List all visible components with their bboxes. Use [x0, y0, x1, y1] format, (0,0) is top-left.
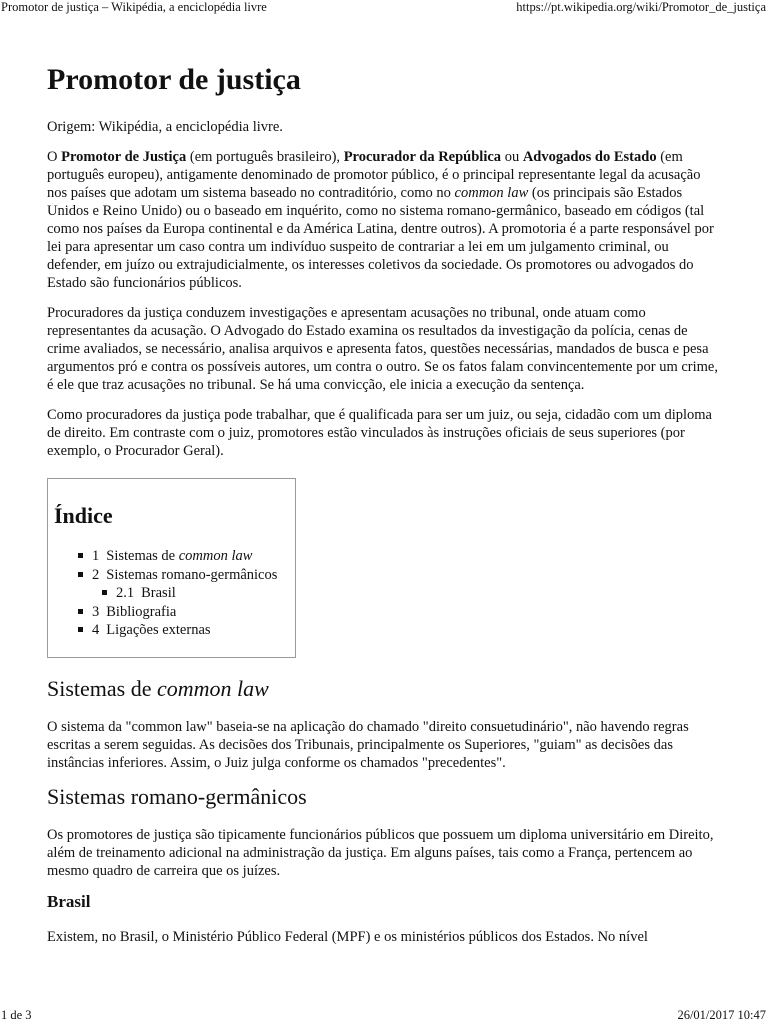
toc-title: Índice: [54, 503, 113, 528]
origin-line: Origem: Wikipédia, a enciclopédia livre.: [47, 119, 283, 135]
term-advogados-do-estado: Advogados do Estado: [522, 149, 657, 165]
print-header: [0, 0, 768, 16]
toc-item-4[interactable]: 4 Ligações externas: [78, 621, 277, 640]
toc-list: [78, 547, 277, 640]
print-footer: [0, 1008, 768, 1024]
bullet-icon: [78, 553, 83, 558]
bullet-icon: [78, 572, 83, 577]
paragraph-2: Procuradores da justiça conduzem investigações e apresentam acusações no tribunal, onde atuam como representantes da acusação. O Advogado do Estado examina os resultados da investigação da polícia, cenas de crime avaliados, se necessário, analisa arquivos e apresenta fatos, questões necessárias, mandados de busca e pesa argumentos pró e contra os possíveis autores, um contra o outro. Se os fatos falam convincentemente por um crime, é ele que traz acusações no tribunal. Se há uma convicção, ele inicia a execução da sentença.: [47, 305, 718, 393]
toc-item-3[interactable]: 3 Bibliografia: [78, 603, 277, 622]
term-procurador-da-republica: Procurador da República: [343, 149, 502, 165]
print-datetime: 26/01/2017 10:47: [677, 1008, 766, 1022]
toc-item-2[interactable]: 2 Sistemas romano-germânicos: [78, 566, 277, 585]
print-header-title: Promotor de justiça – Wikipédia, a enciclopédia livre: [1, 0, 267, 14]
common-law-paragraph: O sistema da "common law" baseia-se na aplicação do chamado "direito consuetudinário", não havendo regras escritas a serem seguidas. As decisões dos Tribunais, principalmente os Superiores, "guiam" as decisões das instâncias inferiores. Assim, o Juiz julga conforme os chamados "precedentes".: [47, 719, 689, 771]
page-number: 1 de 3: [1, 1008, 32, 1022]
section-heading-common-law: Sistemas de common law: [47, 676, 269, 701]
bullet-icon: [102, 590, 107, 595]
section-heading-brasil: Brasil: [47, 892, 91, 911]
paragraph-3: Como procuradores da justiça pode trabalhar, que é qualificada para ser um juiz, ou seja, cidadão com um diploma de direito. Em contraste com o juiz, promotores estão vinculados às instruções oficiais de seus superiores (por exemplo, o Procurador Geral).: [47, 407, 712, 459]
romano-paragraph: Os promotores de justiça são tipicamente funcionários públicos que possuem um diploma universitário em Direito, além de treinamento adicional na administração da justiça. Em alguns países, tais como a França, pertencem ao mesmo quadro de carreira que os juízes.: [47, 827, 714, 879]
term-promotor-de-justica: Promotor de Justiça: [61, 149, 187, 165]
table-of-contents: [47, 478, 296, 658]
brasil-paragraph: Existem, no Brasil, o Ministério Público Federal (MPF) e os ministérios públicos dos Estados. No nível: [47, 929, 648, 945]
bullet-icon: [78, 627, 83, 632]
bullet-icon: [78, 609, 83, 614]
common-law-link[interactable]: common law: [454, 185, 529, 201]
toc-item-1[interactable]: 1 Sistemas de common law: [78, 547, 277, 566]
toc-item-2-1[interactable]: 2.1 Brasil: [78, 584, 277, 603]
section-heading-romano-germanicos: Sistemas romano-germânicos: [47, 784, 307, 809]
print-header-url: https://pt.wikipedia.org/wiki/Promotor_de_justiça: [516, 0, 766, 14]
article-content: [47, 62, 719, 958]
intro-paragraph: O Promotor de Justiça (em português brasileiro), Procurador da República ou Advogados do Estado (em português europeu), antigamente denominado de promotor público, é o principal representante legal da acusação nos países que adotam um sistema baseado no contraditório, como no common law (os principais são Estados Unidos e Reino Unido) ou o baseado em inquérito, como no sistema romano-germânico, baseado em códigos (tal como nos países da Europa continental e da América Latina, dentre outros). A promotoria é a parte responsável por lei para apresentar um caso contra um indivíduo suspeito de contrariar a lei em um julgamento criminal, ou defender, em juízo ou extrajudicialmente, os interesses coletivos da sociedade. Os promotores ou advogados do Estado são funcionários públicos.: [47, 149, 714, 291]
page-title: Promotor de justiça: [47, 63, 301, 96]
